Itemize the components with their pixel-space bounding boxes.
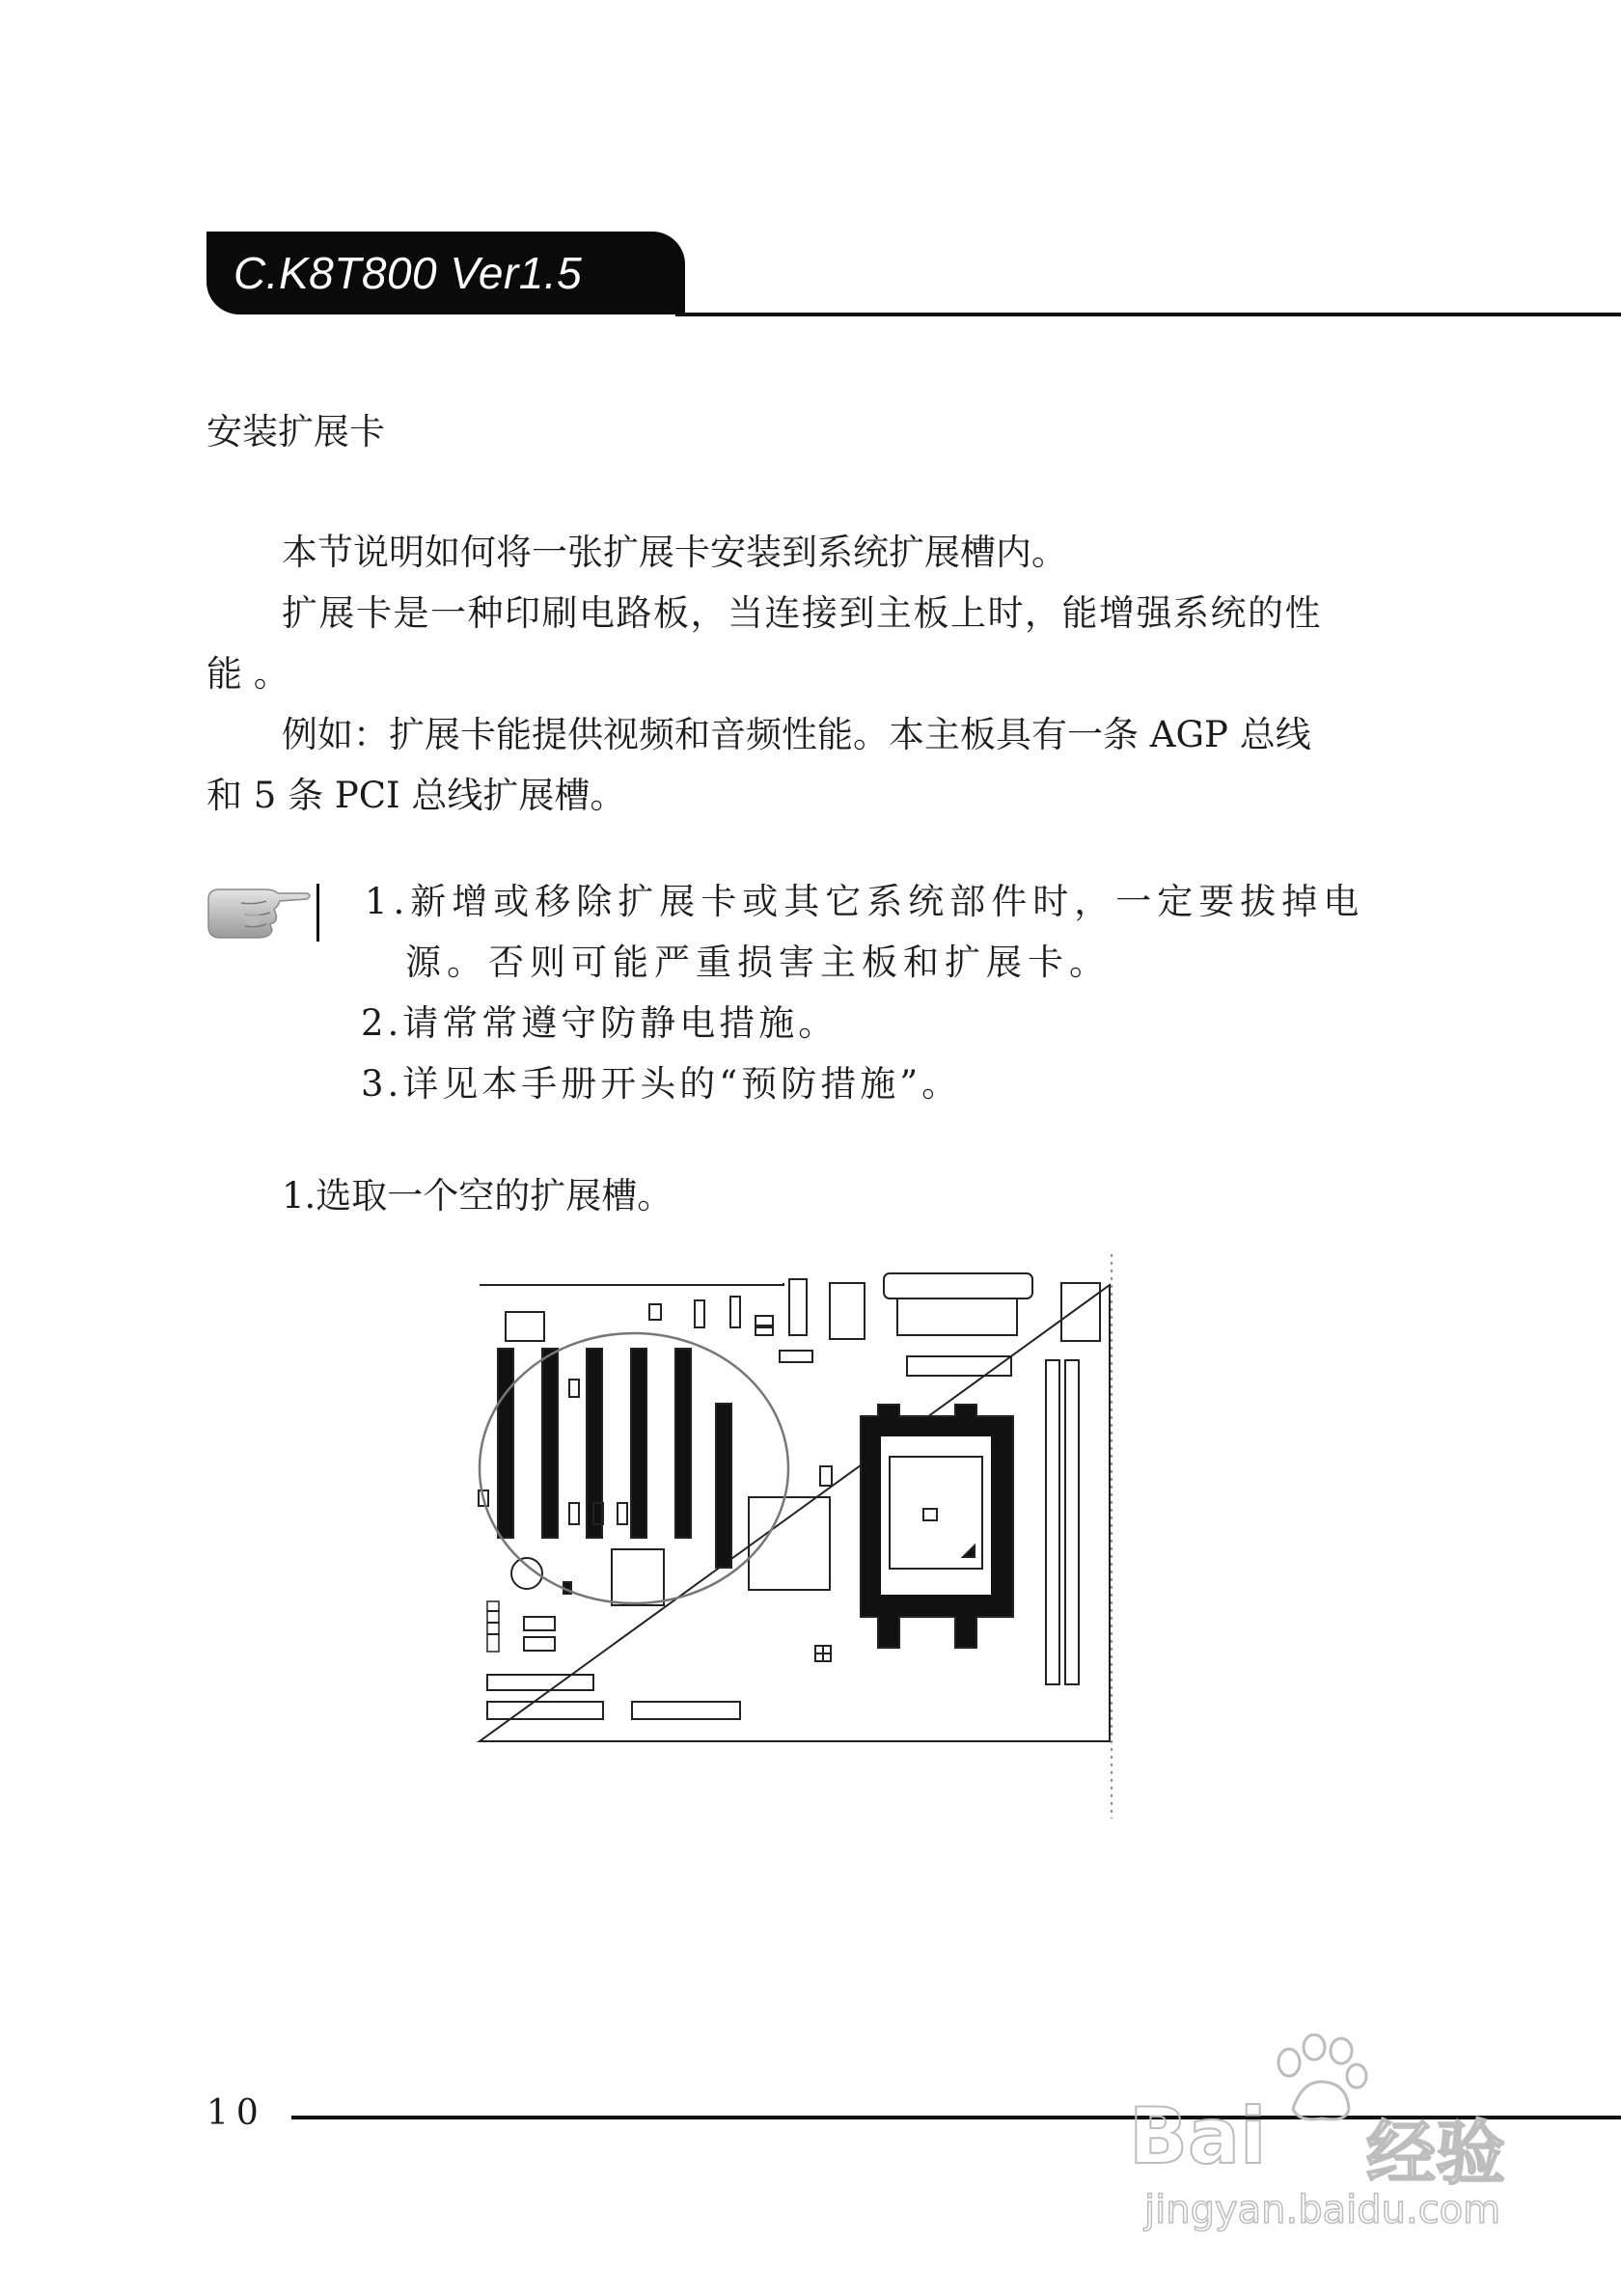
body-line-1: 本节说明如何将一张扩展卡安装到系统扩展槽内。	[282, 532, 1067, 573]
note-line-1: 1.新增或移除扩展卡或其它系统部件时，一定要拔掉电	[365, 881, 1365, 922]
note-divider	[316, 884, 319, 942]
body-line-2: 扩展卡是一种印刷电路板，当连接到主板上时，能增强系统的性	[282, 592, 1322, 634]
step-1-text: 1.选取一个空的扩展槽。	[282, 1175, 673, 1216]
watermark-brand: Bai	[1129, 2091, 1267, 2181]
header-divider	[675, 313, 1621, 316]
baidu-watermark	[1129, 2034, 1534, 2246]
pointing-hand-icon	[206, 880, 315, 942]
watermark-brand-cn: 经验	[1366, 2113, 1506, 2194]
watermark-url: jingyan.baidu.com	[1144, 2188, 1501, 2232]
section-heading: 安装扩展卡	[206, 411, 385, 452]
motherboard-diagram	[473, 1249, 1117, 1828]
note-line-2: 源。否则可能严重损害主板和扩展卡。	[405, 942, 1111, 983]
page-number: 10	[206, 2093, 266, 2133]
body-line-4: 例如：扩展卡能提供视频和音频性能。本主板具有一条 AGP 总线	[282, 714, 1311, 755]
header-title: C.K8T800 Ver1.5	[234, 248, 583, 298]
body-line-5: 和 5 条 PCI 总线扩展槽。	[206, 775, 626, 816]
note-line-3: 2.请常常遵守防静电措施。	[361, 1002, 838, 1044]
note-line-4: 3.详见本手册开头的“预防措施”。	[361, 1063, 962, 1105]
body-line-3: 能 。	[206, 653, 289, 695]
paw-icon	[1264, 2034, 1370, 2126]
